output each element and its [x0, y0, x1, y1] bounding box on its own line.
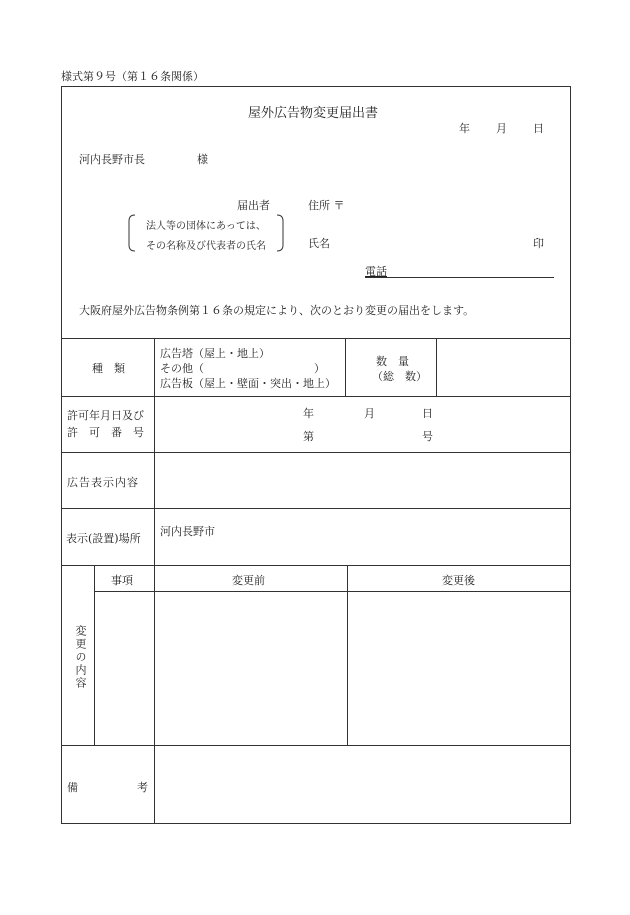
applicant-label: 届出者 [237, 199, 270, 212]
applicant-note-line1: 法人等の団体にあっては、 [146, 221, 266, 232]
permit-number-suffix: 号 [422, 430, 433, 443]
rule-after-permit [61, 452, 571, 453]
permit-label-line2: 許 可 番 号 [67, 426, 144, 439]
table-top-rule [61, 338, 571, 339]
rule-after-type [61, 396, 571, 397]
permit-label-line1: 許可年月日及び [67, 409, 144, 422]
addressee-office: 河内長野市長 [79, 153, 145, 166]
type-option-board: 広告板（屋上・壁面・突出・地上） [160, 377, 336, 390]
name-label: 氏名 [308, 237, 330, 250]
type-option-tower: 広告塔（屋上・地上） [160, 347, 270, 360]
type-quantity-rule-2 [436, 338, 437, 396]
quantity-label: 数 量 [376, 355, 409, 368]
rule-change-header [94, 591, 571, 592]
form-number: 様式第９号（第１６条関係） [61, 70, 204, 83]
change-header-before: 変更前 [232, 574, 265, 587]
statement: 大阪府屋外広告物条例第１６条の規定により、次のとおり変更の届出をします。 [79, 304, 475, 317]
permit-month-label: 月 [364, 407, 375, 420]
content-label: 広告表示内容 [67, 476, 139, 489]
change-header-item: 事項 [111, 574, 133, 587]
change-inner-rule [94, 565, 95, 745]
location-value: 河内長野市 [160, 525, 215, 538]
rule-after-change [61, 745, 571, 746]
date-day-label: 日 [533, 122, 544, 135]
permit-number-prefix: 第 [303, 430, 314, 443]
remarks-label-start: 備 [67, 781, 78, 794]
change-before-after-rule [347, 565, 348, 745]
applicant-note-line2: その名称及び代表者の氏名 [146, 241, 266, 252]
label-column-rule [154, 338, 155, 824]
permit-day-label: 日 [422, 407, 433, 420]
quantity-total-label: （総 数） [372, 370, 427, 383]
location-label: 表示(設置)場所 [66, 532, 141, 545]
date-month-label: 月 [496, 122, 507, 135]
change-label: 変更の内容 [74, 625, 87, 690]
seal-mark: 印 [533, 237, 544, 250]
remarks-label-end: 考 [137, 781, 148, 794]
date-year-label: 年 [459, 122, 470, 135]
type-option-other: その他（ ） [160, 362, 325, 375]
phone-label: 電話 [365, 265, 387, 278]
change-header-after: 変更後 [442, 574, 475, 587]
rule-after-location [61, 565, 571, 566]
phone-underline [365, 277, 554, 278]
permit-year-label: 年 [303, 407, 314, 420]
rule-after-content [61, 508, 571, 509]
form-title: 屋外広告物変更届出書 [248, 106, 379, 121]
type-quantity-rule-1 [345, 338, 346, 396]
addressee-honorific: 様 [197, 153, 208, 166]
address-label: 住所 〒 [308, 199, 345, 212]
type-label: 種 類 [92, 362, 125, 375]
